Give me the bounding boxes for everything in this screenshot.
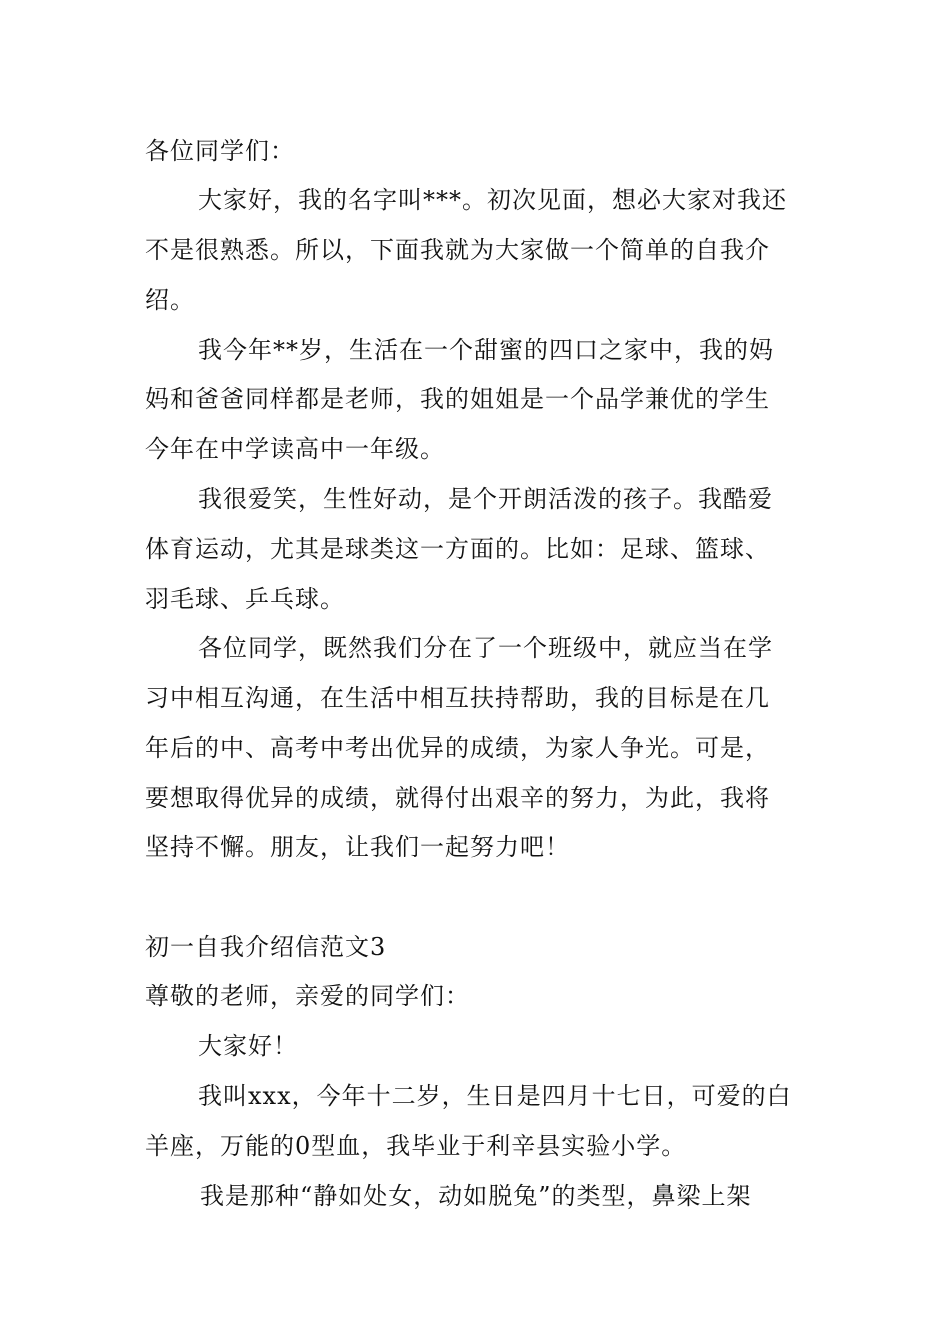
paragraph-line: 我很爱笑，生性好动，是个开朗活泼的孩子。我酷爱 [198,485,773,513]
paragraph-line: 不是很熟悉。所以，下面我就为大家做一个简单的自我介 [145,236,770,264]
greeting-line: 大家好！ [198,1032,298,1060]
paragraph-line: 羽毛球、乒乓球。 [145,585,345,613]
paragraph-line: 坚持不懈。朋友，让我们一起努力吧！ [145,833,570,861]
salutation: 尊敬的老师，亲爱的同学们： [145,982,470,1010]
paragraph-line: 妈和爸爸同样都是老师，我的姐姐是一个品学兼优的学生 [145,385,770,413]
paragraph-line: 绍。 [145,286,195,314]
salutation: 各位同学们： [145,137,295,165]
paragraph-line: 我叫xxx，今年十二岁，生日是四月十七日，可爱的白 [198,1082,792,1110]
paragraph-line: 我今年**岁，生活在一个甜蜜的四口之家中，我的妈 [198,336,774,364]
paragraph-line: 要想取得优异的成绩，就得付出艰辛的努力，为此，我将 [145,784,770,812]
paragraph-line: 羊座，万能的0型血，我毕业于利辛县实验小学。 [145,1132,687,1160]
paragraph-line: 年后的中、高考中考出优异的成绩，为家人争光。可是， [145,734,770,762]
paragraph-line: 大家好，我的名字叫***。初次见面，想必大家对我还 [198,186,787,214]
paragraph-line: 各位同学，既然我们分在了一个班级中，就应当在学 [198,634,773,662]
section-heading: 初一自我介绍信范文3 [145,933,387,961]
paragraph-line: 我是那种“静如处女，动如脱兔”的类型，鼻梁上架 [200,1182,752,1210]
paragraph-line: 习中相互沟通，在生活中相互扶持帮助，我的目标是在几 [145,684,770,712]
paragraph-line: 今年在中学读高中一年级。 [145,435,445,463]
paragraph-line: 体育运动，尤其是球类这一方面的。比如：足球、篮球、 [145,535,770,563]
